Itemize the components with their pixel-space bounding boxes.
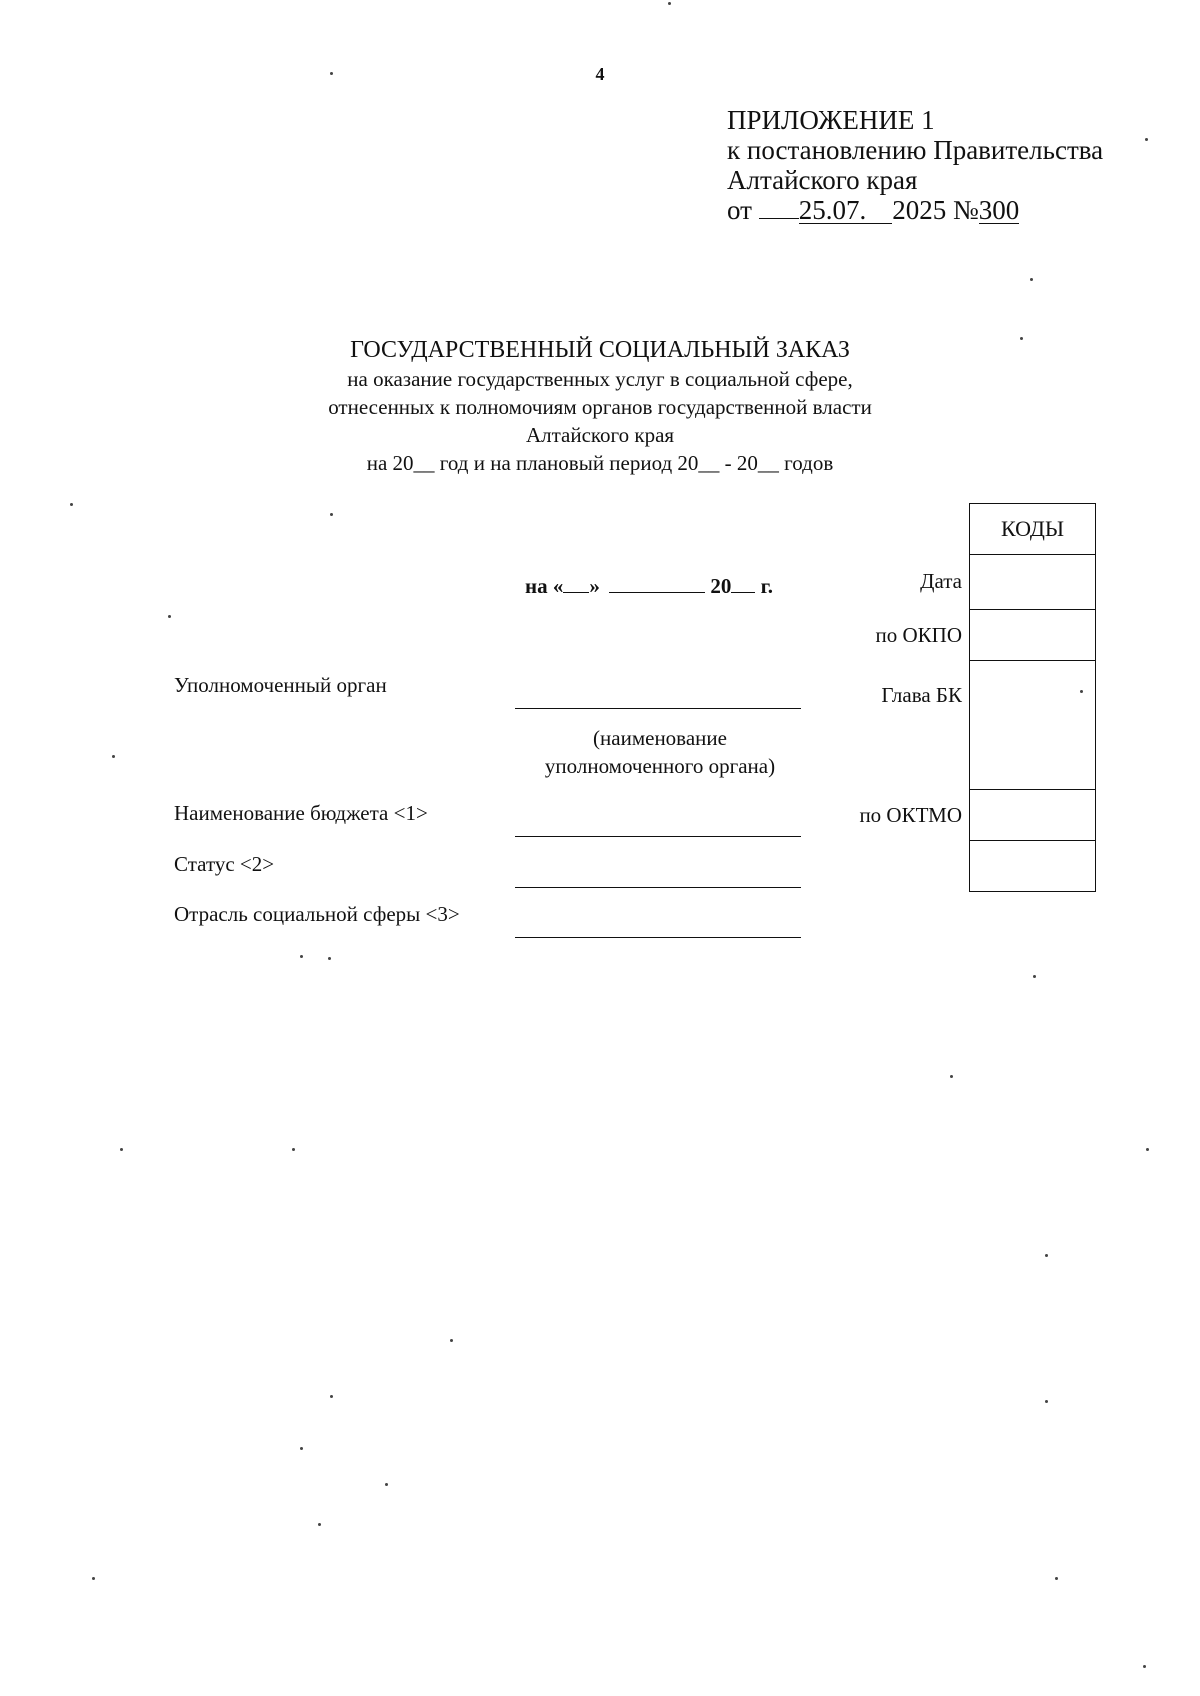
heading-line-3: Алтайского края — [525, 423, 675, 447]
codes-table — [969, 503, 1096, 892]
authority-caption-line-1: (наименование — [593, 726, 727, 750]
scan-speck — [70, 503, 73, 506]
scan-speck — [1033, 975, 1036, 978]
appendix-date-gap — [759, 218, 799, 219]
date-prefix: на « — [525, 574, 564, 598]
appendix-from-label: от — [727, 195, 752, 225]
scan-speck — [950, 1075, 953, 1078]
as-of-date-row — [525, 572, 773, 599]
appendix-line-resolution: к постановлению Правительства — [727, 135, 1104, 165]
sector-line[interactable] — [515, 937, 801, 938]
scan-speck — [330, 1395, 333, 1398]
scan-speck — [330, 72, 333, 75]
scan-speck — [328, 957, 331, 960]
code-label-okpo: по ОКПО — [875, 623, 962, 647]
scan-speck — [1045, 1254, 1048, 1257]
date-close: » — [589, 574, 600, 598]
scan-speck — [1146, 1148, 1149, 1151]
codes-header: КОДЫ — [970, 504, 1096, 555]
scan-speck — [92, 1577, 95, 1580]
code-label-oktmo: по ОКТМО — [859, 803, 962, 827]
code-cell-bk[interactable] — [970, 661, 1096, 790]
scan-speck — [450, 1339, 453, 1342]
month-blank — [609, 572, 705, 593]
heading-line-2: отнесенных к полномочиям органов государственной власти — [328, 395, 872, 419]
code-cell-oktmo[interactable] — [970, 790, 1096, 841]
document-heading — [0, 335, 1200, 477]
code-label-date: Дата — [920, 569, 962, 593]
status-line[interactable] — [515, 887, 801, 888]
scan-speck — [168, 615, 171, 618]
scan-speck — [300, 1447, 303, 1450]
appendix-title: ПРИЛОЖЕНИЕ 1 — [727, 105, 935, 135]
scan-speck — [668, 2, 671, 5]
scan-speck — [1080, 690, 1083, 693]
appendix-year-no: 2025 № — [892, 195, 979, 225]
appendix-date-line — [727, 195, 1103, 225]
heading-period-line: на 20__ год и на плановый период 20__ - 20__ годов — [366, 451, 834, 475]
authority-line[interactable] — [515, 708, 801, 709]
scan-speck — [1145, 138, 1148, 141]
authority-label: Уполномоченный орган — [174, 673, 387, 697]
sector-label: Отрасль социальной сферы <3> — [174, 902, 460, 926]
scan-speck — [112, 755, 115, 758]
year-suffix: г. — [760, 574, 774, 598]
year-prefix: 20 — [710, 574, 732, 598]
authority-caption-line-2: уполномоченного органа) — [544, 754, 776, 778]
code-label-bk: Глава БК — [881, 683, 962, 707]
document-title: ГОСУДАРСТВЕННЫЙ СОЦИАЛЬНЫЙ ЗАКАЗ — [350, 337, 850, 363]
budget-label: Наименование бюджета <1> — [174, 801, 428, 825]
scan-speck — [1143, 1665, 1146, 1668]
code-cell-date[interactable] — [970, 555, 1096, 610]
status-label: Статус <2> — [174, 852, 275, 876]
code-cell-okpo[interactable] — [970, 610, 1096, 661]
appendix-date: 25.07. — [799, 197, 893, 224]
year-blank — [731, 572, 755, 593]
scan-speck — [292, 1148, 295, 1151]
scan-speck — [1045, 1400, 1048, 1403]
day-blank — [563, 572, 589, 593]
scan-speck — [1030, 278, 1033, 281]
appendix-number: 300 — [978, 195, 1020, 225]
scan-speck — [385, 1483, 388, 1486]
scan-speck — [120, 1148, 123, 1151]
scan-speck — [330, 513, 333, 516]
heading-line-1: на оказание государственных услуг в социальной сфере, — [347, 367, 853, 391]
scan-speck — [1020, 337, 1023, 340]
page-number: 4 — [595, 64, 605, 84]
appendix-block — [727, 105, 1103, 225]
authority-caption — [490, 724, 830, 780]
budget-line[interactable] — [515, 836, 801, 837]
scan-speck — [318, 1523, 321, 1526]
scan-speck — [300, 955, 303, 958]
scan-speck — [1055, 1577, 1058, 1580]
code-cell-extra[interactable] — [970, 841, 1096, 892]
appendix-line-region: Алтайского края — [727, 165, 918, 195]
